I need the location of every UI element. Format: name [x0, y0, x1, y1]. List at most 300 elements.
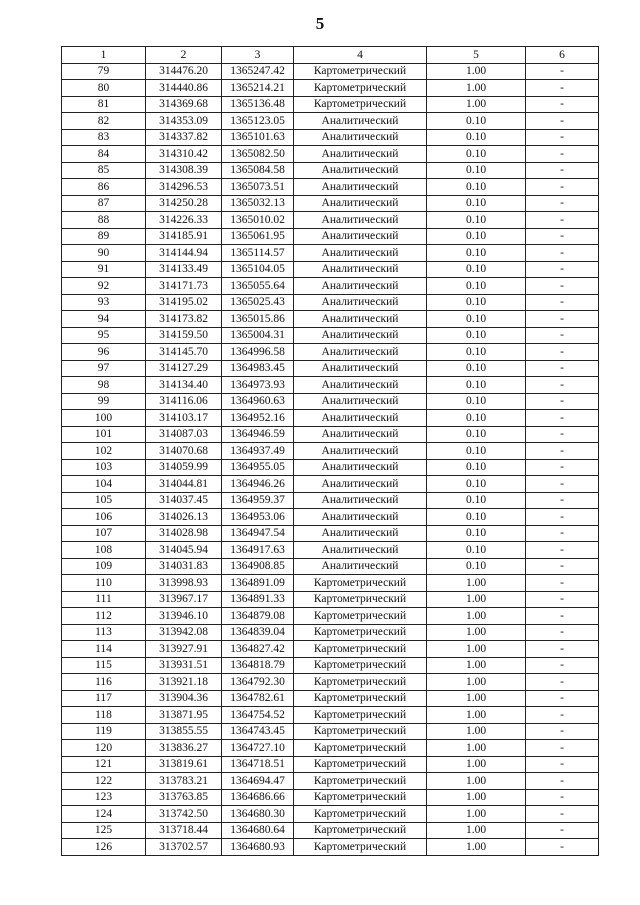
y-coordinate-cell: 1364946.59 — [222, 426, 294, 443]
y-coordinate-cell: 1364947.54 — [222, 525, 294, 542]
method-cell: Аналитический — [294, 261, 427, 278]
accuracy-cell: 1.00 — [427, 575, 526, 592]
method-cell: Картометрический — [294, 707, 427, 724]
note-cell: - — [526, 228, 599, 245]
method-cell: Аналитический — [294, 443, 427, 460]
point-number-cell: 93 — [62, 294, 146, 311]
method-cell: Аналитический — [294, 542, 427, 559]
point-number-cell: 84 — [62, 146, 146, 163]
y-coordinate-cell: 1364955.05 — [222, 459, 294, 476]
note-cell: - — [526, 162, 599, 179]
note-cell: - — [526, 624, 599, 641]
y-coordinate-cell: 1364754.52 — [222, 707, 294, 724]
x-coordinate-cell: 314144.94 — [146, 245, 222, 262]
note-cell: - — [526, 459, 599, 476]
table-row — [62, 806, 599, 823]
x-coordinate-cell: 314171.73 — [146, 278, 222, 295]
x-coordinate-cell: 314045.94 — [146, 542, 222, 559]
note-cell: - — [526, 377, 599, 394]
method-cell: Картометрический — [294, 839, 427, 856]
method-cell: Аналитический — [294, 525, 427, 542]
note-cell: - — [526, 789, 599, 806]
point-number-cell: 90 — [62, 245, 146, 262]
point-number-cell: 89 — [62, 228, 146, 245]
y-coordinate-cell: 1365025.43 — [222, 294, 294, 311]
method-cell: Аналитический — [294, 509, 427, 526]
point-number-cell: 83 — [62, 129, 146, 146]
method-cell: Картометрический — [294, 822, 427, 839]
table-body — [62, 63, 599, 855]
y-coordinate-cell: 1364960.63 — [222, 393, 294, 410]
y-coordinate-cell: 1364727.10 — [222, 740, 294, 757]
accuracy-cell: 1.00 — [427, 624, 526, 641]
x-coordinate-cell: 313946.10 — [146, 608, 222, 625]
y-coordinate-cell: 1364891.33 — [222, 591, 294, 608]
y-coordinate-cell: 1364953.06 — [222, 509, 294, 526]
note-cell: - — [526, 608, 599, 625]
x-coordinate-cell: 314440.86 — [146, 80, 222, 97]
method-cell: Аналитический — [294, 459, 427, 476]
accuracy-cell: 1.00 — [427, 839, 526, 856]
table-row — [62, 789, 599, 806]
y-coordinate-cell: 1364680.30 — [222, 806, 294, 823]
x-coordinate-cell: 314134.40 — [146, 377, 222, 394]
accuracy-cell: 1.00 — [427, 773, 526, 790]
accuracy-cell: 1.00 — [427, 822, 526, 839]
accuracy-cell: 1.00 — [427, 740, 526, 757]
x-coordinate-cell: 314145.70 — [146, 344, 222, 361]
x-coordinate-cell: 313871.95 — [146, 707, 222, 724]
x-coordinate-cell: 314087.03 — [146, 426, 222, 443]
note-cell: - — [526, 558, 599, 575]
method-cell: Аналитический — [294, 294, 427, 311]
note-cell: - — [526, 327, 599, 344]
x-coordinate-cell: 313819.61 — [146, 756, 222, 773]
x-coordinate-cell: 314133.49 — [146, 261, 222, 278]
accuracy-cell: 0.10 — [427, 129, 526, 146]
method-cell: Аналитический — [294, 195, 427, 212]
y-coordinate-cell: 1364792.30 — [222, 674, 294, 691]
note-cell: - — [526, 773, 599, 790]
method-cell: Картометрический — [294, 641, 427, 658]
table-row — [62, 641, 599, 658]
table-row — [62, 690, 599, 707]
point-number-cell: 85 — [62, 162, 146, 179]
x-coordinate-cell: 314044.81 — [146, 476, 222, 493]
point-number-cell: 125 — [62, 822, 146, 839]
method-cell: Картометрический — [294, 657, 427, 674]
y-coordinate-cell: 1364937.49 — [222, 443, 294, 460]
x-coordinate-cell: 314031.83 — [146, 558, 222, 575]
accuracy-cell: 1.00 — [427, 657, 526, 674]
table-row — [62, 228, 599, 245]
point-number-cell: 112 — [62, 608, 146, 625]
method-cell: Аналитический — [294, 558, 427, 575]
note-cell: - — [526, 294, 599, 311]
y-coordinate-cell: 1364952.16 — [222, 410, 294, 427]
method-cell: Картометрический — [294, 756, 427, 773]
accuracy-cell: 0.10 — [427, 492, 526, 509]
table-row — [62, 509, 599, 526]
table-row — [62, 443, 599, 460]
point-number-cell: 86 — [62, 179, 146, 196]
point-number-cell: 126 — [62, 839, 146, 856]
table-row — [62, 113, 599, 130]
point-number-cell: 122 — [62, 773, 146, 790]
method-cell: Картометрический — [294, 591, 427, 608]
method-cell: Аналитический — [294, 228, 427, 245]
note-cell: - — [526, 96, 599, 113]
note-cell: - — [526, 410, 599, 427]
point-number-cell: 87 — [62, 195, 146, 212]
accuracy-cell: 0.10 — [427, 113, 526, 130]
accuracy-cell: 1.00 — [427, 96, 526, 113]
column-header: 3 — [222, 47, 294, 64]
note-cell: - — [526, 443, 599, 460]
point-number-cell: 110 — [62, 575, 146, 592]
table-row — [62, 822, 599, 839]
y-coordinate-cell: 1364917.63 — [222, 542, 294, 559]
accuracy-cell: 0.10 — [427, 278, 526, 295]
table-row — [62, 476, 599, 493]
point-number-cell: 88 — [62, 212, 146, 229]
accuracy-cell: 0.10 — [427, 344, 526, 361]
method-cell: Картометрический — [294, 740, 427, 757]
column-header: 6 — [526, 47, 599, 64]
x-coordinate-cell: 313763.85 — [146, 789, 222, 806]
table-row — [62, 558, 599, 575]
accuracy-cell: 0.10 — [427, 410, 526, 427]
note-cell: - — [526, 509, 599, 526]
column-header: 2 — [146, 47, 222, 64]
point-number-cell: 104 — [62, 476, 146, 493]
method-cell: Аналитический — [294, 492, 427, 509]
point-number-cell: 105 — [62, 492, 146, 509]
y-coordinate-cell: 1364839.04 — [222, 624, 294, 641]
note-cell: - — [526, 146, 599, 163]
y-coordinate-cell: 1364827.42 — [222, 641, 294, 658]
table-row — [62, 212, 599, 229]
y-coordinate-cell: 1364782.61 — [222, 690, 294, 707]
y-coordinate-cell: 1365114.57 — [222, 245, 294, 262]
accuracy-cell: 1.00 — [427, 591, 526, 608]
x-coordinate-cell: 313702.57 — [146, 839, 222, 856]
method-cell: Аналитический — [294, 311, 427, 328]
y-coordinate-cell: 1364879.08 — [222, 608, 294, 625]
coordinates-table — [61, 46, 599, 856]
table-row — [62, 146, 599, 163]
y-coordinate-cell: 1365084.58 — [222, 162, 294, 179]
x-coordinate-cell: 314369.68 — [146, 96, 222, 113]
point-number-cell: 101 — [62, 426, 146, 443]
x-coordinate-cell: 314353.09 — [146, 113, 222, 130]
accuracy-cell: 0.10 — [427, 525, 526, 542]
y-coordinate-cell: 1365032.13 — [222, 195, 294, 212]
page-number: 5 — [315, 14, 325, 33]
method-cell: Аналитический — [294, 146, 427, 163]
note-cell: - — [526, 542, 599, 559]
note-cell: - — [526, 839, 599, 856]
note-cell: - — [526, 261, 599, 278]
accuracy-cell: 1.00 — [427, 756, 526, 773]
note-cell: - — [526, 822, 599, 839]
accuracy-cell: 0.10 — [427, 212, 526, 229]
x-coordinate-cell: 314103.17 — [146, 410, 222, 427]
table-row — [62, 393, 599, 410]
point-number-cell: 79 — [62, 63, 146, 80]
method-cell: Аналитический — [294, 393, 427, 410]
accuracy-cell: 0.10 — [427, 393, 526, 410]
y-coordinate-cell: 1364908.85 — [222, 558, 294, 575]
table-row — [62, 723, 599, 740]
point-number-cell: 111 — [62, 591, 146, 608]
point-number-cell: 121 — [62, 756, 146, 773]
x-coordinate-cell: 314250.28 — [146, 195, 222, 212]
y-coordinate-cell: 1365010.02 — [222, 212, 294, 229]
method-cell: Аналитический — [294, 162, 427, 179]
point-number-cell: 94 — [62, 311, 146, 328]
accuracy-cell: 0.10 — [427, 146, 526, 163]
x-coordinate-cell: 313967.17 — [146, 591, 222, 608]
accuracy-cell: 0.10 — [427, 245, 526, 262]
method-cell: Картометрический — [294, 789, 427, 806]
y-coordinate-cell: 1365073.51 — [222, 179, 294, 196]
table-row — [62, 492, 599, 509]
point-number-cell: 80 — [62, 80, 146, 97]
note-cell: - — [526, 63, 599, 80]
table-row — [62, 674, 599, 691]
method-cell: Аналитический — [294, 360, 427, 377]
x-coordinate-cell: 314308.39 — [146, 162, 222, 179]
x-coordinate-cell: 314310.42 — [146, 146, 222, 163]
table-row — [62, 525, 599, 542]
note-cell: - — [526, 80, 599, 97]
table-row — [62, 459, 599, 476]
table-row — [62, 327, 599, 344]
y-coordinate-cell: 1364818.79 — [222, 657, 294, 674]
y-coordinate-cell: 1365214.21 — [222, 80, 294, 97]
table-row — [62, 608, 599, 625]
accuracy-cell: 1.00 — [427, 690, 526, 707]
accuracy-cell: 1.00 — [427, 674, 526, 691]
x-coordinate-cell: 313927.91 — [146, 641, 222, 658]
point-number-cell: 92 — [62, 278, 146, 295]
x-coordinate-cell: 313921.18 — [146, 674, 222, 691]
method-cell: Аналитический — [294, 327, 427, 344]
table-row — [62, 261, 599, 278]
x-coordinate-cell: 314059.99 — [146, 459, 222, 476]
method-cell: Аналитический — [294, 476, 427, 493]
method-cell: Аналитический — [294, 179, 427, 196]
y-coordinate-cell: 1364680.64 — [222, 822, 294, 839]
table-row — [62, 707, 599, 724]
method-cell: Аналитический — [294, 410, 427, 427]
x-coordinate-cell: 313742.50 — [146, 806, 222, 823]
column-header: 5 — [427, 47, 526, 64]
x-coordinate-cell: 314070.68 — [146, 443, 222, 460]
point-number-cell: 114 — [62, 641, 146, 658]
accuracy-cell: 1.00 — [427, 63, 526, 80]
table-row — [62, 410, 599, 427]
point-number-cell: 115 — [62, 657, 146, 674]
note-cell: - — [526, 657, 599, 674]
note-cell: - — [526, 690, 599, 707]
x-coordinate-cell: 314296.53 — [146, 179, 222, 196]
y-coordinate-cell: 1365004.31 — [222, 327, 294, 344]
x-coordinate-cell: 313783.21 — [146, 773, 222, 790]
accuracy-cell: 0.10 — [427, 327, 526, 344]
method-cell: Картометрический — [294, 575, 427, 592]
method-cell: Картометрический — [294, 608, 427, 625]
table-row — [62, 195, 599, 212]
point-number-cell: 99 — [62, 393, 146, 410]
x-coordinate-cell: 313718.44 — [146, 822, 222, 839]
accuracy-cell: 0.10 — [427, 162, 526, 179]
x-coordinate-cell: 313904.36 — [146, 690, 222, 707]
note-cell: - — [526, 179, 599, 196]
point-number-cell: 91 — [62, 261, 146, 278]
accuracy-cell: 0.10 — [427, 476, 526, 493]
point-number-cell: 109 — [62, 558, 146, 575]
point-number-cell: 95 — [62, 327, 146, 344]
method-cell: Картометрический — [294, 63, 427, 80]
table-row — [62, 162, 599, 179]
accuracy-cell: 0.10 — [427, 443, 526, 460]
note-cell: - — [526, 344, 599, 361]
accuracy-cell: 0.10 — [427, 261, 526, 278]
accuracy-cell: 1.00 — [427, 723, 526, 740]
note-cell: - — [526, 740, 599, 757]
y-coordinate-cell: 1364891.09 — [222, 575, 294, 592]
method-cell: Аналитический — [294, 212, 427, 229]
table-row — [62, 740, 599, 757]
note-cell: - — [526, 426, 599, 443]
point-number-cell: 82 — [62, 113, 146, 130]
method-cell: Картометрический — [294, 806, 427, 823]
accuracy-cell: 0.10 — [427, 459, 526, 476]
method-cell: Аналитический — [294, 113, 427, 130]
note-cell: - — [526, 674, 599, 691]
note-cell: - — [526, 525, 599, 542]
table-row — [62, 96, 599, 113]
accuracy-cell: 1.00 — [427, 80, 526, 97]
accuracy-cell: 0.10 — [427, 360, 526, 377]
method-cell: Картометрический — [294, 773, 427, 790]
note-cell: - — [526, 723, 599, 740]
point-number-cell: 106 — [62, 509, 146, 526]
table-header — [62, 47, 599, 64]
method-cell: Картометрический — [294, 624, 427, 641]
table-row — [62, 591, 599, 608]
method-cell: Картометрический — [294, 674, 427, 691]
table-row — [62, 278, 599, 295]
x-coordinate-cell: 313931.51 — [146, 657, 222, 674]
table-row — [62, 344, 599, 361]
method-cell: Картометрический — [294, 690, 427, 707]
accuracy-cell: 1.00 — [427, 789, 526, 806]
header-row — [62, 47, 599, 64]
accuracy-cell: 0.10 — [427, 228, 526, 245]
note-cell: - — [526, 212, 599, 229]
accuracy-cell: 0.10 — [427, 311, 526, 328]
accuracy-cell: 0.10 — [427, 509, 526, 526]
method-cell: Аналитический — [294, 129, 427, 146]
y-coordinate-cell: 1364959.37 — [222, 492, 294, 509]
note-cell: - — [526, 278, 599, 295]
accuracy-cell: 1.00 — [427, 641, 526, 658]
y-coordinate-cell: 1364996.58 — [222, 344, 294, 361]
column-header: 4 — [294, 47, 427, 64]
note-cell: - — [526, 476, 599, 493]
table-row — [62, 426, 599, 443]
x-coordinate-cell: 314226.33 — [146, 212, 222, 229]
y-coordinate-cell: 1364946.26 — [222, 476, 294, 493]
point-number-cell: 117 — [62, 690, 146, 707]
accuracy-cell: 0.10 — [427, 195, 526, 212]
table-row — [62, 360, 599, 377]
note-cell: - — [526, 591, 599, 608]
table-row — [62, 575, 599, 592]
x-coordinate-cell: 314337.82 — [146, 129, 222, 146]
y-coordinate-cell: 1364680.93 — [222, 839, 294, 856]
table-row — [62, 129, 599, 146]
y-coordinate-cell: 1365123.05 — [222, 113, 294, 130]
table-row — [62, 773, 599, 790]
point-number-cell: 120 — [62, 740, 146, 757]
note-cell: - — [526, 641, 599, 658]
accuracy-cell: 1.00 — [427, 608, 526, 625]
point-number-cell: 81 — [62, 96, 146, 113]
x-coordinate-cell: 314127.29 — [146, 360, 222, 377]
x-coordinate-cell: 314159.50 — [146, 327, 222, 344]
note-cell: - — [526, 806, 599, 823]
note-cell: - — [526, 756, 599, 773]
point-number-cell: 108 — [62, 542, 146, 559]
x-coordinate-cell: 314185.91 — [146, 228, 222, 245]
method-cell: Аналитический — [294, 344, 427, 361]
point-number-cell: 102 — [62, 443, 146, 460]
y-coordinate-cell: 1365055.64 — [222, 278, 294, 295]
table-row — [62, 294, 599, 311]
point-number-cell: 116 — [62, 674, 146, 691]
y-coordinate-cell: 1365136.48 — [222, 96, 294, 113]
point-number-cell: 96 — [62, 344, 146, 361]
point-number-cell: 103 — [62, 459, 146, 476]
y-coordinate-cell: 1364694.47 — [222, 773, 294, 790]
table-row — [62, 839, 599, 856]
accuracy-cell: 1.00 — [427, 806, 526, 823]
x-coordinate-cell: 313836.27 — [146, 740, 222, 757]
accuracy-cell: 0.10 — [427, 294, 526, 311]
table-row — [62, 377, 599, 394]
y-coordinate-cell: 1365101.63 — [222, 129, 294, 146]
table-row — [62, 542, 599, 559]
x-coordinate-cell: 313942.08 — [146, 624, 222, 641]
y-coordinate-cell: 1365104.05 — [222, 261, 294, 278]
x-coordinate-cell: 313855.55 — [146, 723, 222, 740]
y-coordinate-cell: 1365015.86 — [222, 311, 294, 328]
note-cell: - — [526, 311, 599, 328]
accuracy-cell: 0.10 — [427, 377, 526, 394]
accuracy-cell: 0.10 — [427, 426, 526, 443]
table-row — [62, 756, 599, 773]
point-number-cell: 97 — [62, 360, 146, 377]
table-row — [62, 179, 599, 196]
point-number-cell: 119 — [62, 723, 146, 740]
y-coordinate-cell: 1365247.42 — [222, 63, 294, 80]
accuracy-cell: 1.00 — [427, 707, 526, 724]
note-cell: - — [526, 129, 599, 146]
